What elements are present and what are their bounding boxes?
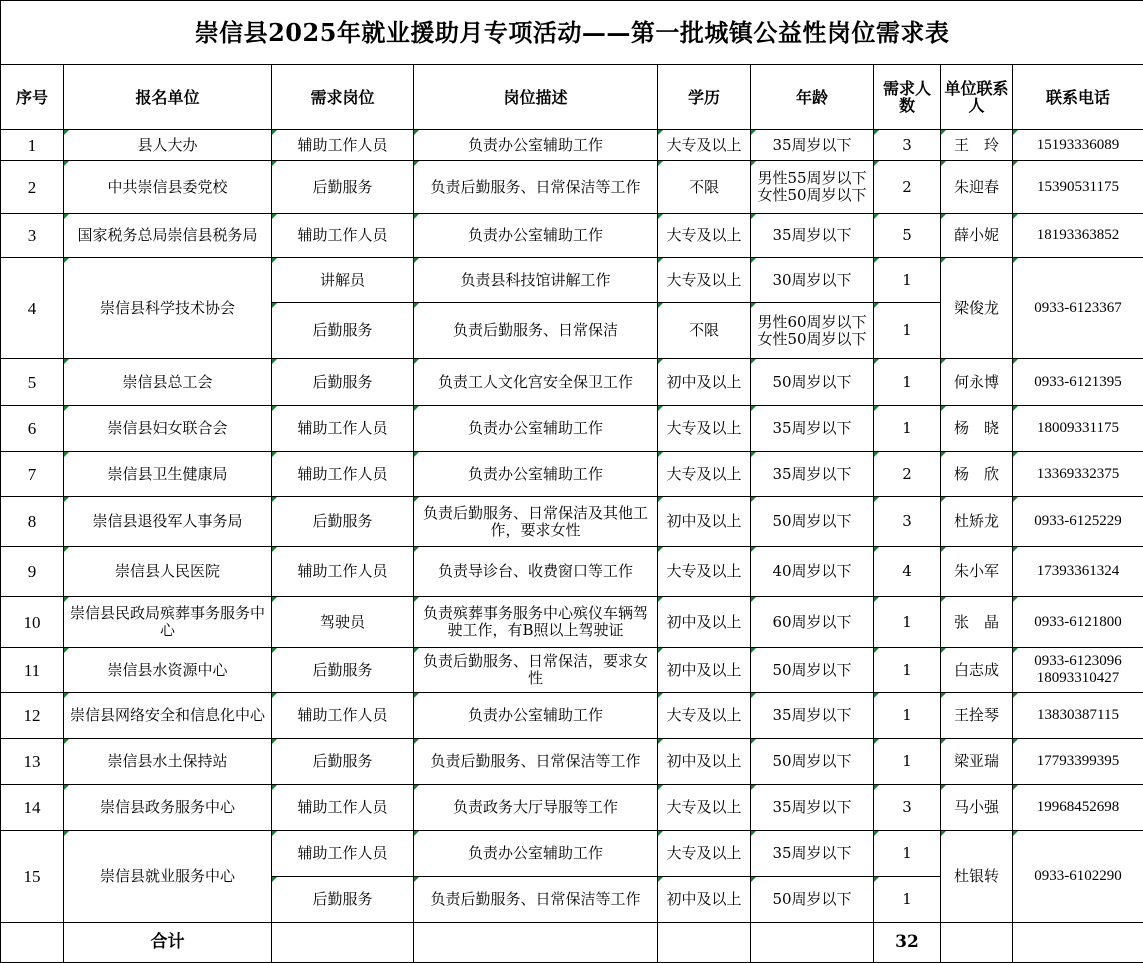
cell-line: 女性50周岁以下: [757, 186, 867, 204]
row-unit: 崇信县水资源中心: [64, 648, 272, 693]
row-seq: 14: [1, 785, 64, 831]
table-row: [1, 497, 1143, 547]
row-edu: 大专及以上: [658, 785, 751, 831]
table-row: [1, 359, 1143, 406]
row-contact: 朱迎春: [941, 161, 1013, 214]
row-count: 1: [874, 406, 941, 452]
header-count: 需求人数: [874, 65, 941, 130]
row-desc: 负责后勤服务、日常保洁，要求女性: [414, 648, 658, 693]
row-unit: 崇信县卫生健康局: [64, 452, 272, 497]
row-edu: 初中及以上: [658, 597, 751, 648]
row-contact: 杜矫龙: [941, 497, 1013, 547]
total-empty-cell: [658, 923, 751, 963]
row-count: 1: [874, 359, 941, 406]
row-phone: 0933-6125229: [1013, 497, 1143, 547]
row-post: 后勤服务: [272, 497, 414, 547]
row-seq: 15: [1, 831, 64, 923]
row-post: 后勤服务: [272, 359, 414, 406]
row-age: 35周岁以下: [751, 785, 874, 831]
row-seq: 9: [1, 547, 64, 597]
header-edu: 学历: [658, 65, 751, 130]
row-unit: 崇信县民政局殡葬事务服务中心: [64, 597, 272, 648]
row-post: 后勤服务: [272, 648, 414, 693]
row-phone: 13369332375: [1013, 452, 1143, 497]
table-row: [1, 406, 1143, 452]
row-unit: 县人大办: [64, 130, 272, 161]
row-contact: 梁俊龙: [941, 258, 1013, 359]
row-edu: 大专及以上: [658, 406, 751, 452]
row-count: 3: [874, 497, 941, 547]
row-post: 辅助工作人员: [272, 214, 414, 258]
row-seq: 4: [1, 258, 64, 359]
row-edu: 大专及以上: [658, 214, 751, 258]
row-phone: 13830387115: [1013, 693, 1143, 739]
row-contact: 朱小军: [941, 547, 1013, 597]
row-post: 辅助工作人员: [272, 785, 414, 831]
row-edu: 不限: [658, 161, 751, 214]
title-row: [1, 1, 1143, 65]
row-seq: 5: [1, 359, 64, 406]
row-unit: 崇信县妇女联合会: [64, 406, 272, 452]
table-row: [1, 130, 1143, 161]
row-count: 1: [874, 739, 941, 785]
row-seq: 3: [1, 214, 64, 258]
row-seq: 8: [1, 497, 64, 547]
row-age: 50周岁以下: [751, 877, 874, 923]
row-contact: 王 玲: [941, 130, 1013, 161]
row-count: 1: [874, 303, 941, 359]
row-count: 2: [874, 452, 941, 497]
row-phone: 18193363852: [1013, 214, 1143, 258]
row-desc: 负责后勤服务、日常保洁: [414, 303, 658, 359]
header-age: 年龄: [751, 65, 874, 130]
header-seq: 序号: [1, 65, 64, 130]
row-edu: 初中及以上: [658, 497, 751, 547]
row-phone: 17793399395: [1013, 739, 1143, 785]
row-edu: 初中及以上: [658, 359, 751, 406]
row-desc: 负责县科技馆讲解工作: [414, 258, 658, 303]
row-post: 讲解员: [272, 258, 414, 303]
row-edu: 大专及以上: [658, 130, 751, 161]
row-contact: 张 晶: [941, 597, 1013, 648]
row-contact: 何永博: [941, 359, 1013, 406]
row-contact: 薛小妮: [941, 214, 1013, 258]
row-age: 35周岁以下: [751, 214, 874, 258]
row-phone: 17393361324: [1013, 547, 1143, 597]
page-title: 崇信县2025年就业援助月专项活动——第一批城镇公益性岗位需求表: [1, 1, 1143, 65]
row-post: 后勤服务: [272, 303, 414, 359]
row-seq: 1: [1, 130, 64, 161]
row-contact: 杨 欣: [941, 452, 1013, 497]
total-seq-empty: [1, 923, 64, 963]
row-count: 4: [874, 547, 941, 597]
row-post: 辅助工作人员: [272, 693, 414, 739]
row-seq: 11: [1, 648, 64, 693]
row-phone: 0933-6123367: [1013, 258, 1143, 359]
row-age: [751, 161, 874, 214]
row-age: 35周岁以下: [751, 130, 874, 161]
row-edu: 大专及以上: [658, 547, 751, 597]
row-phone: 18009331175: [1013, 406, 1143, 452]
header-desc: 岗位描述: [414, 65, 658, 130]
row-phone: 0933-6121800: [1013, 597, 1143, 648]
row-edu: 不限: [658, 303, 751, 359]
row-count: 1: [874, 648, 941, 693]
row-count: 1: [874, 693, 941, 739]
row-desc: 负责办公室辅助工作: [414, 831, 658, 877]
row-contact: 马小强: [941, 785, 1013, 831]
table-row: [1, 161, 1143, 214]
table-row: [1, 785, 1143, 831]
row-post: 后勤服务: [272, 877, 414, 923]
cell-line: 18093310427: [1036, 670, 1120, 686]
total-empty-cell: [272, 923, 414, 963]
row-desc: 负责政务大厅导服等工作: [414, 785, 658, 831]
cell-line: 0933-6123096: [1034, 653, 1122, 669]
row-edu: 初中及以上: [658, 648, 751, 693]
header-row: [1, 65, 1143, 130]
row-unit: 崇信县水土保持站: [64, 739, 272, 785]
table-row: [1, 739, 1143, 785]
row-phone: 19968452698: [1013, 785, 1143, 831]
row-edu: 大专及以上: [658, 693, 751, 739]
row-seq: 6: [1, 406, 64, 452]
row-post: 辅助工作人员: [272, 130, 414, 161]
table-row: [1, 831, 1143, 877]
row-edu: 大专及以上: [658, 452, 751, 497]
row-edu: 大专及以上: [658, 831, 751, 877]
row-unit: 崇信县科学技术协会: [64, 258, 272, 359]
row-count: 3: [874, 785, 941, 831]
row-phone: 15193336089: [1013, 130, 1143, 161]
row-count: 1: [874, 258, 941, 303]
row-age: 40周岁以下: [751, 547, 874, 597]
row-age: 35周岁以下: [751, 452, 874, 497]
total-empty-cell: [941, 923, 1013, 963]
row-age: 50周岁以下: [751, 497, 874, 547]
row-contact: 白志成: [941, 648, 1013, 693]
row-edu: 初中及以上: [658, 739, 751, 785]
total-empty-cell: [751, 923, 874, 963]
row-seq: 2: [1, 161, 64, 214]
row-unit: 崇信县总工会: [64, 359, 272, 406]
row-post: 辅助工作人员: [272, 547, 414, 597]
row-post: 辅助工作人员: [272, 452, 414, 497]
row-unit: 崇信县就业服务中心: [64, 831, 272, 923]
table-row: [1, 258, 1143, 303]
total-empty-cell: [414, 923, 658, 963]
total-empty-cell: [1013, 923, 1143, 963]
row-contact: 王拴琴: [941, 693, 1013, 739]
row-seq: 7: [1, 452, 64, 497]
row-desc: 负责办公室辅助工作: [414, 130, 658, 161]
row-age: 35周岁以下: [751, 831, 874, 877]
row-count: 5: [874, 214, 941, 258]
row-seq: 10: [1, 597, 64, 648]
row-phone: 15390531175: [1013, 161, 1143, 214]
row-age: 35周岁以下: [751, 693, 874, 739]
row-post: 辅助工作人员: [272, 831, 414, 877]
row-desc: 负责导诊台、收费窗口等工作: [414, 547, 658, 597]
row-desc: 负责殡葬事务服务中心殡仪车辆驾驶工作，有B照以上驾驶证: [414, 597, 658, 648]
row-age: 35周岁以下: [751, 406, 874, 452]
table-row: [1, 597, 1143, 648]
row-count: 2: [874, 161, 941, 214]
row-age: 50周岁以下: [751, 648, 874, 693]
row-desc: 负责后勤服务、日常保洁及其他工作，要求女性: [414, 497, 658, 547]
row-age: 30周岁以下: [751, 258, 874, 303]
cell-line: 男性55周岁以下: [757, 169, 867, 187]
row-post: 驾驶员: [272, 597, 414, 648]
row-post: 辅助工作人员: [272, 406, 414, 452]
table-row: [1, 693, 1143, 739]
row-desc: 负责工人文化宫安全保卫工作: [414, 359, 658, 406]
row-phone: 0933-6102290: [1013, 831, 1143, 923]
row-unit: 崇信县退役军人事务局: [64, 497, 272, 547]
row-age: 60周岁以下: [751, 597, 874, 648]
header-post: 需求岗位: [272, 65, 414, 130]
row-desc: 负责办公室辅助工作: [414, 452, 658, 497]
row-phone: 0933-6121395: [1013, 359, 1143, 406]
header-contact: 单位联系人: [941, 65, 1013, 130]
row-unit: 崇信县人民医院: [64, 547, 272, 597]
row-edu: 大专及以上: [658, 258, 751, 303]
row-count: 3: [874, 130, 941, 161]
header-phone: 联系电话: [1013, 65, 1143, 130]
table-row: [1, 214, 1143, 258]
row-seq: 13: [1, 739, 64, 785]
table-row: [1, 547, 1143, 597]
row-desc: 负责后勤服务、日常保洁等工作: [414, 161, 658, 214]
row-unit: 崇信县网络安全和信息化中心: [64, 693, 272, 739]
row-desc: 负责办公室辅助工作: [414, 406, 658, 452]
row-contact: 杜银转: [941, 831, 1013, 923]
cell-line: 女性50周岁以下: [757, 329, 867, 348]
row-age: 50周岁以下: [751, 359, 874, 406]
row-unit: 崇信县政务服务中心: [64, 785, 272, 831]
row-desc: 负责后勤服务、日常保洁等工作: [414, 739, 658, 785]
row-desc: 负责办公室辅助工作: [414, 693, 658, 739]
row-count: 1: [874, 831, 941, 877]
header-unit: 报名单位: [64, 65, 272, 130]
cell-line: 男性60周岁以下: [757, 312, 867, 331]
row-post: 后勤服务: [272, 739, 414, 785]
table-row: [1, 452, 1143, 497]
row-desc: 负责办公室辅助工作: [414, 214, 658, 258]
table-row: [1, 648, 1143, 693]
row-unit: 国家税务总局崇信县税务局: [64, 214, 272, 258]
row-post: 后勤服务: [272, 161, 414, 214]
row-seq: 12: [1, 693, 64, 739]
total-row: [1, 923, 1143, 963]
total-count: 32: [874, 923, 941, 963]
row-contact: 梁亚瑞: [941, 739, 1013, 785]
total-label: 合计: [64, 923, 272, 963]
row-desc: 负责后勤服务、日常保洁等工作: [414, 877, 658, 923]
row-unit: 中共崇信县委党校: [64, 161, 272, 214]
row-age: 50周岁以下: [751, 739, 874, 785]
row-contact: 杨 晓: [941, 406, 1013, 452]
row-phone: [1013, 648, 1143, 693]
row-age: [751, 303, 874, 359]
row-count: 1: [874, 877, 941, 923]
row-count: 1: [874, 597, 941, 648]
row-edu: 初中及以上: [658, 877, 751, 923]
